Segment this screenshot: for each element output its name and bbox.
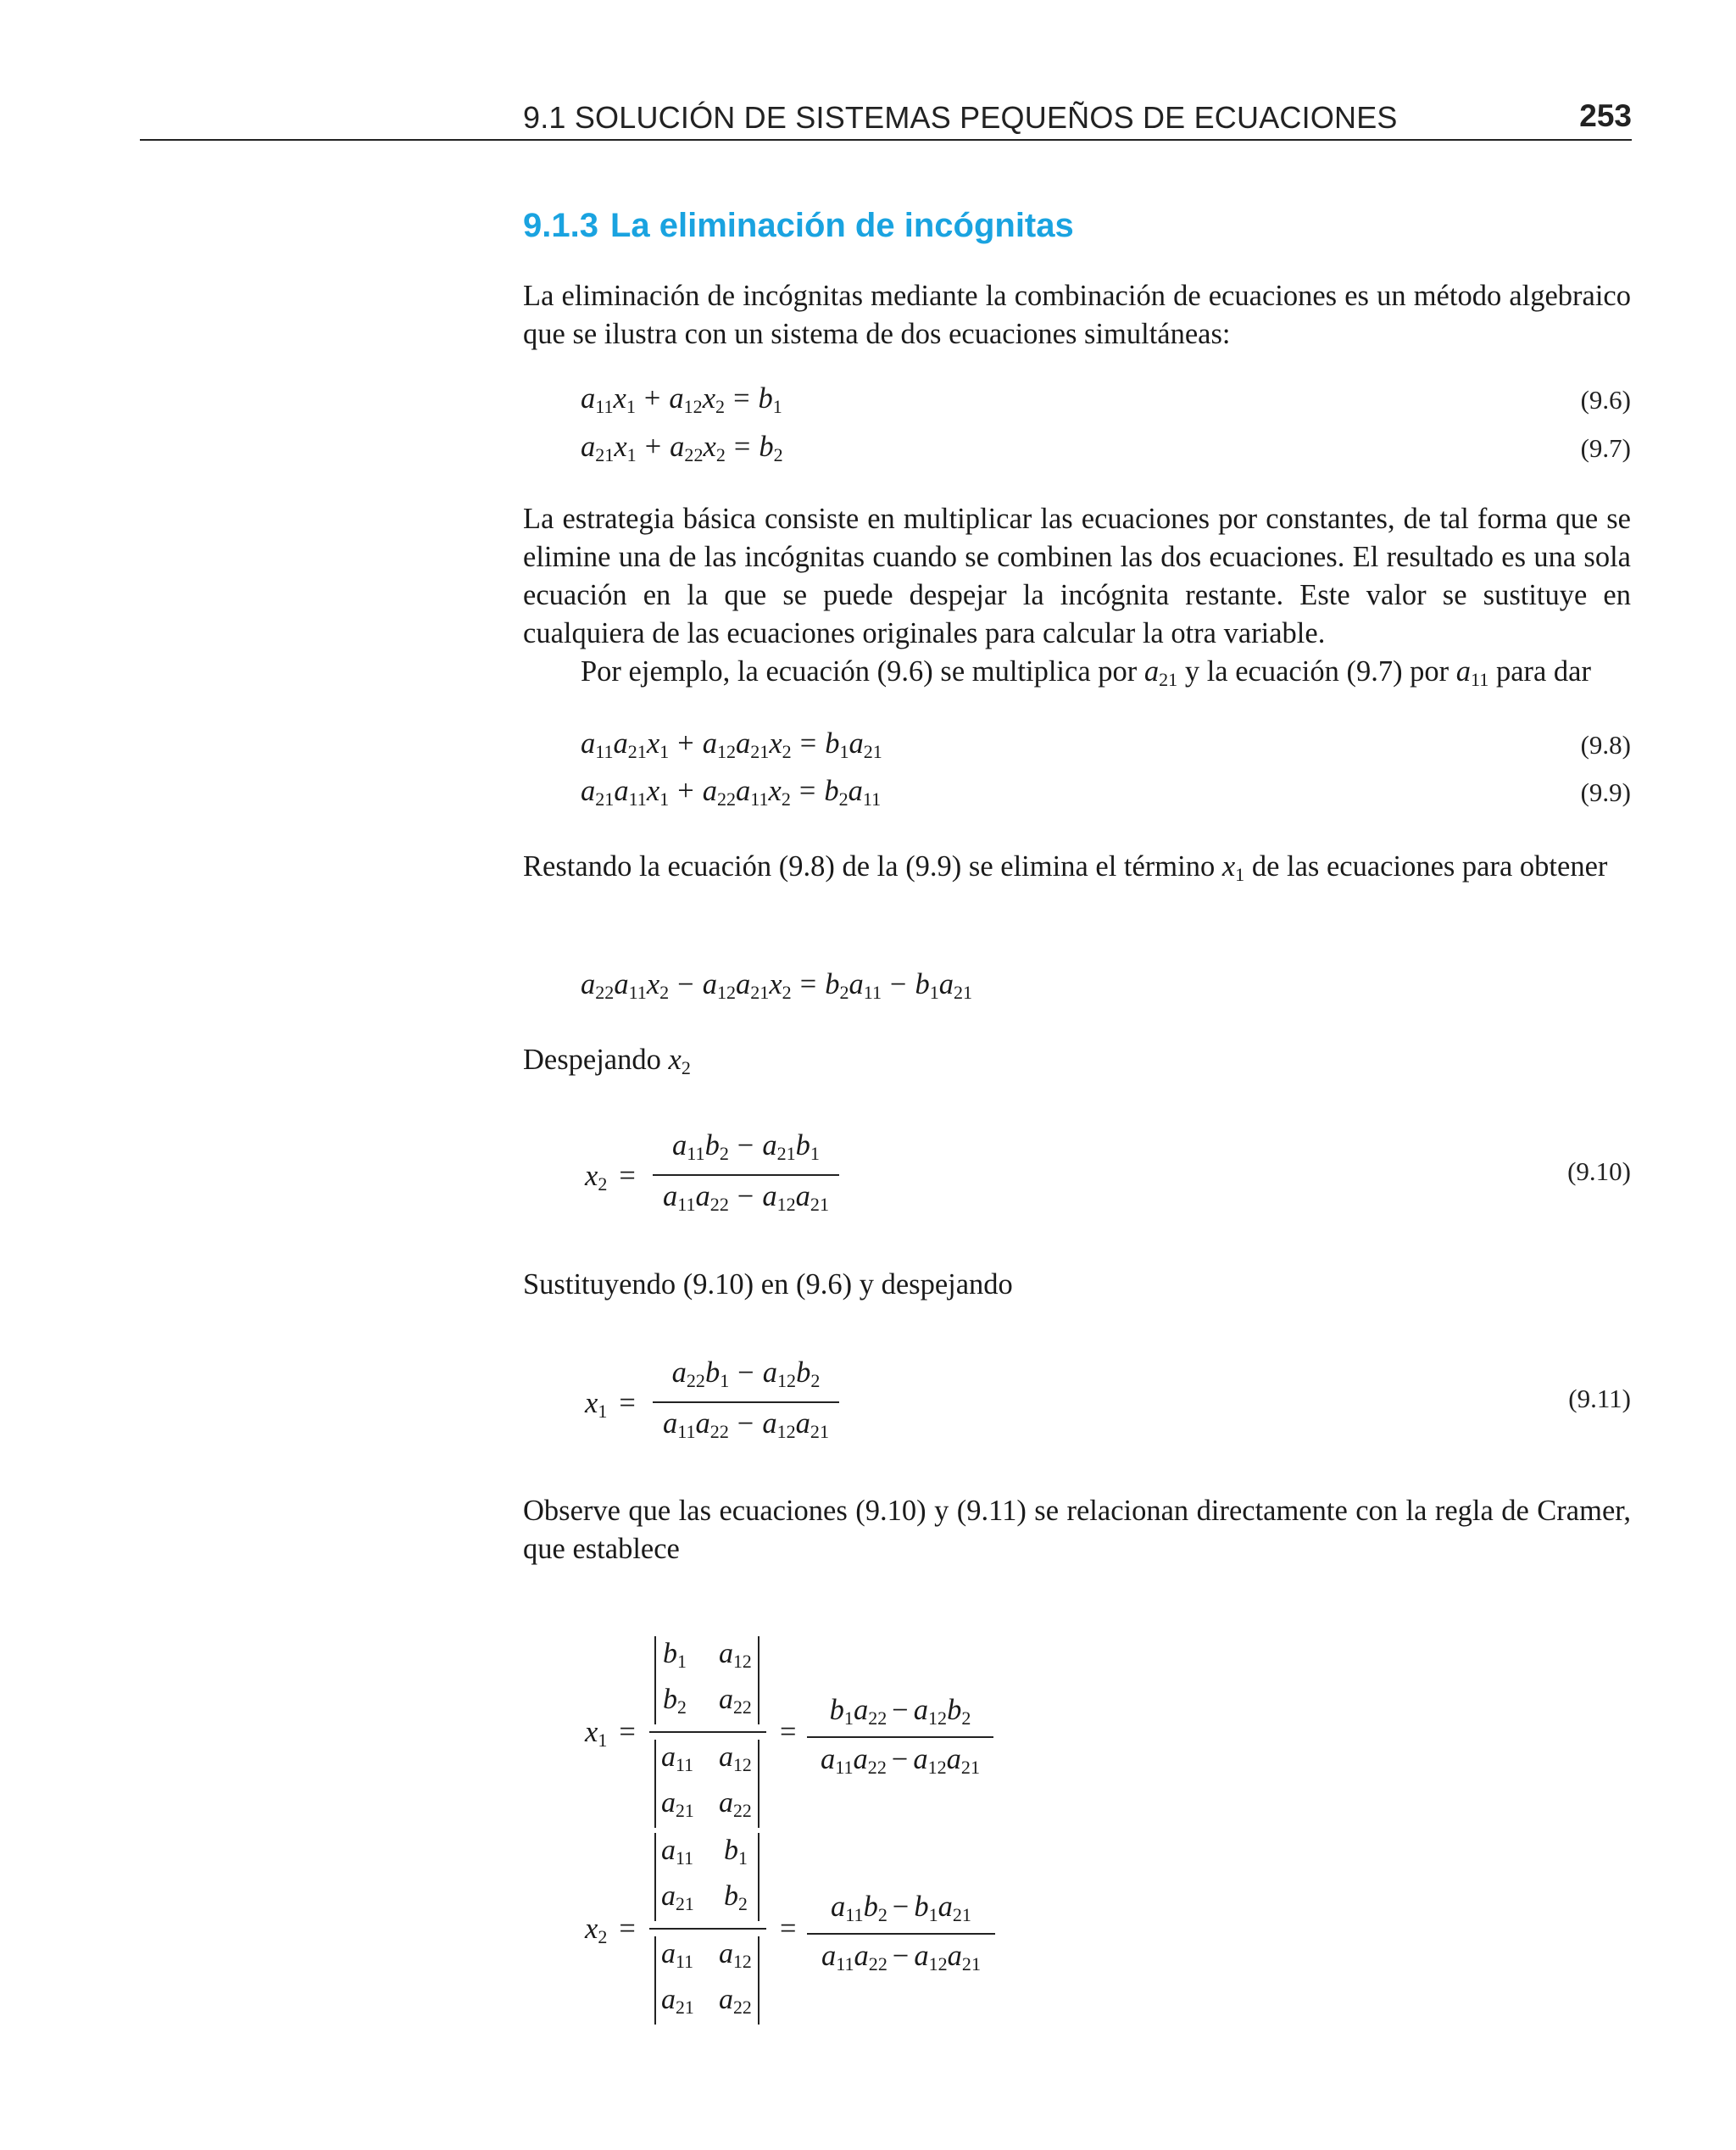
equation-9-7: $a_{21}x_1 + a_{22}x_2 = b_2$ (581, 431, 783, 466)
solve-x2-text: Despejando (523, 1044, 669, 1076)
paragraph-cramer: Observe que las ecuaciones (9.10) y (9.11) se relacionan directamente con la regla de Cramer, que establece (523, 1495, 1631, 1565)
page-number: 253 (1579, 98, 1632, 133)
cramer-x2-numerator-determinant: $a_{11}$ $b_1$ $a_{21}$ $b_2$ (654, 1833, 760, 1921)
equation-number-9-11: (9.11) (1568, 1384, 1631, 1413)
cramer-x2-denominator-determinant: $a_{11}$ $a_{12}$ $a_{21}$ $a_{22}$ (654, 1936, 760, 2025)
equation-number-9-9: (9.9) (1580, 777, 1631, 807)
equation-9-6: $a_{11}x_1 + a_{12}x_2 = b_1$ (581, 382, 782, 418)
paragraph-example: Por ejemplo, la ecuación (9.6) se multiplica por $a_{21}$ y la ecuación (9.7) por $a_{11}$ para dar (581, 655, 1591, 691)
subtract-text-b: de las ecuaciones para obtener (1244, 850, 1608, 883)
cramer-x2: $x_2$ = $a_{11}$ $b_1$ $a_{21}$ $b_2$ $a_{11}$ $a_{12}$ $a_{21}$ $a_{22}$ = $a_{11}b_2 - b_1a_{21}$ $a_{11}a_{22} - a_{12}a_{21}$ (585, 1833, 1009, 2028)
paragraph-strategy-text: La estrategia básica consiste en multiplicar las ecuaciones por constantes, de tal forma que se elimine una de las incógnitas cuando se combinen las dos ecuaciones. El resultado es una sola ecuación en la que se puede despejar la incógnita restante. Este valor se sustituye en cualquiera de las ecuaciones originales para calcular la otra variable. (523, 503, 1631, 649)
header-section-title: 9.1 SOLUCIÓN DE SISTEMAS PEQUEÑOS DE ECUACIONES (523, 100, 1398, 135)
equation-9-11: $x_1$ = $a_{22}b_1 - a_{12}b_2$ $a_{11}a_{22} - a_{12}a_{21}$ (585, 1356, 856, 1450)
equation-number-9-8: (9.8) (1580, 730, 1631, 760)
equation-number-9-7: (9.7) (1580, 433, 1631, 463)
subtract-text-a: Restando la ecuación (9.8) de la (9.9) se elimina el término (523, 850, 1222, 883)
equation-number-9-10: (9.10) (1567, 1156, 1631, 1186)
equation-9-9: $a_{21}a_{11}x_1 + a_{22}a_{11}x_2 = b_2a_{11}$ (581, 775, 882, 810)
equation-9-8: $a_{11}a_{21}x_1 + a_{12}a_{21}x_2 = b_1a_{21}$ (581, 727, 882, 763)
equation-combined: $a_{22}a_{11}x_2 - a_{12}a_{21}x_2 = b_2a_{11} - b_1a_{21}$ (581, 968, 973, 1004)
cramer-x1-denominator-determinant: $a_{11}$ $a_{12}$ $a_{21}$ $a_{22}$ (654, 1740, 760, 1828)
example-text-b: y la ecuación (9.7) por (1177, 655, 1456, 688)
example-text-a: Por ejemplo, la ecuación (9.6) se multiplica por (581, 655, 1144, 688)
section-number: 9.1.3 (523, 207, 598, 244)
running-header (140, 95, 1632, 141)
cramer-x1-numerator-determinant: $b_1$ $a_{12}$ $b_2$ $a_{22}$ (654, 1636, 760, 1724)
paragraph-strategy (523, 500, 1631, 691)
section-heading (523, 207, 1074, 245)
cramer-x1: $x_1$ = $b_1$ $a_{12}$ $b_2$ $a_{22}$ $a_{11}$ $a_{12}$ $a_{21}$ $a_{22}$ = $b_1a_{22} - a_{12}b_2$ $a_{11}a_{22} - a_{12}a_{21}$ (585, 1636, 1009, 1831)
example-text-c: para dar (1488, 655, 1591, 688)
paragraph-intro: La eliminación de incógnitas mediante la combinación de ecuaciones es un método algebraico que se ilustra con un sistema de dos ecuaciones simultáneas: (523, 280, 1631, 350)
equation-9-10: $x_2$ = $a_{11}b_2 - a_{21}b_1$ $a_{11}a_{22} - a_{12}a_{21}$ (585, 1129, 856, 1223)
paragraph-solve-x2: Despejando $x_2$ (523, 1044, 691, 1079)
equation-number-9-6: (9.6) (1580, 385, 1631, 415)
paragraph-subtract: Restando la ecuación (9.8) de la (9.9) se elimina el término $x_1$ de las ecuaciones para obtener (523, 850, 1608, 886)
paragraph-substitute: Sustituyendo (9.10) en (9.6) y despejando (523, 1268, 1013, 1301)
section-title: La eliminación de incógnitas (609, 207, 1074, 244)
